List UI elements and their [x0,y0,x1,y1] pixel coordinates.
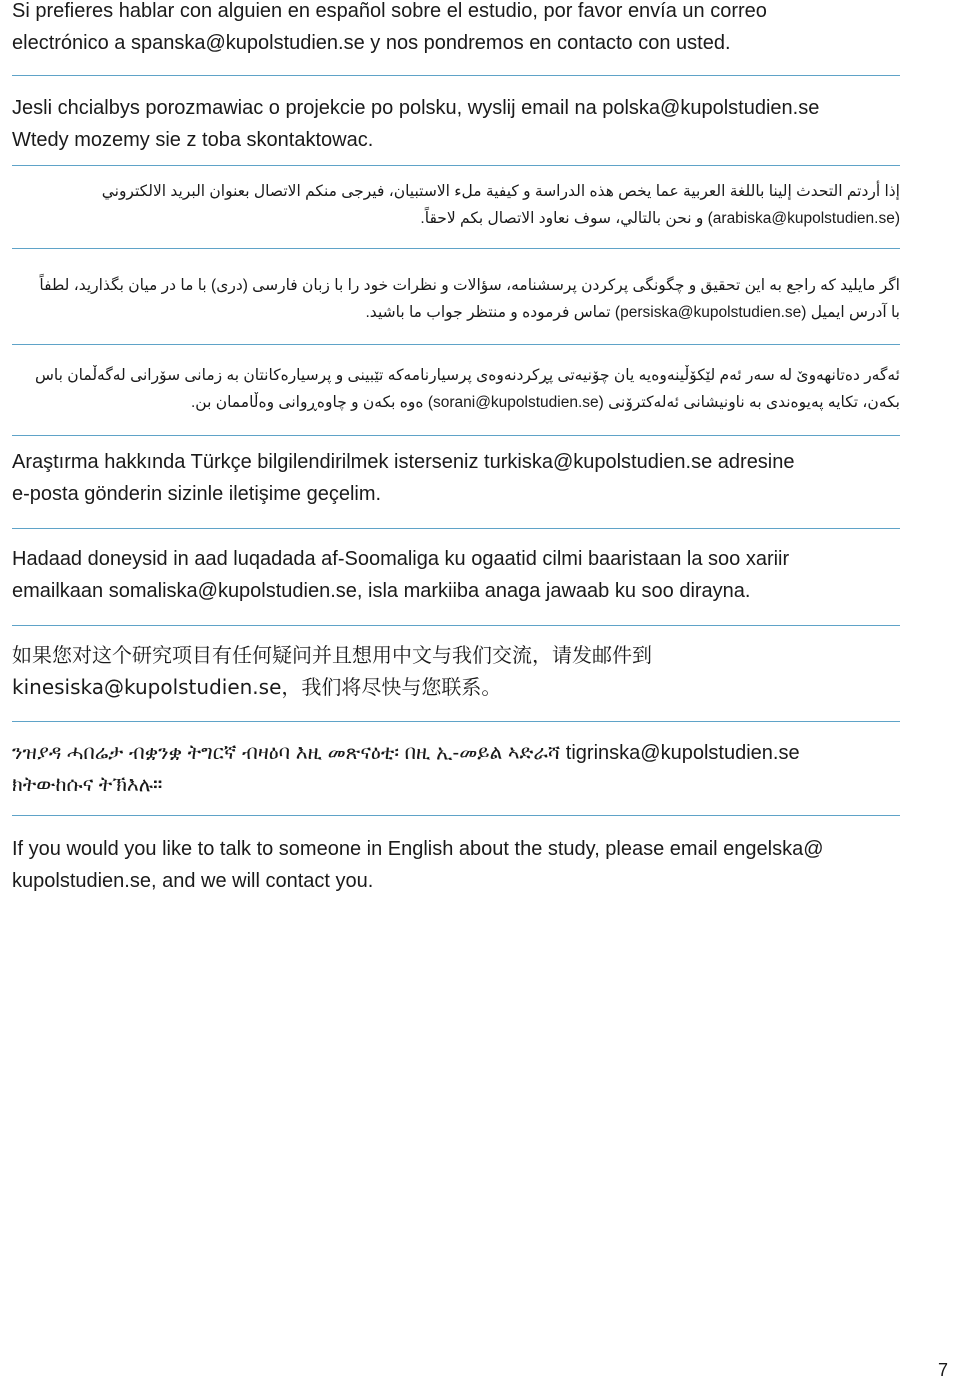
sorani-line-2: بکەن، تکایە پەیوەندی بە ناونیشانی ئەلەکترۆنی (sorani@kupolstudien.se) ەوە بکەن و چاوەڕوانی وەڵاممان بن. [190,394,900,411]
arabic-line-2: (arabiska@kupolstudien.se) و نحن بالتالي، سوف نعاود الاتصال بكم لاحقاً. [420,210,900,227]
persian-paragraph [12,272,900,326]
sorani-line-1: ئەگەر دەتانهەوێ لە سەر ئەم لێکۆڵینەوەیە یان چۆنیەتی پڕکردنەوەی پرسیارنامەکە تێبینی و پرسیارەکانتان بە زمانی سۆرانی لەگەڵمان باس [34,367,900,384]
separator [12,528,900,529]
turkish-line-2: e-posta gönderin sizinle iletişime geçelim. [12,483,382,505]
spanish-line-1: Si prefieres hablar con alguien en español sobre el estudio, por favor envía un correo [12,0,767,22]
tigrinya-line-1: ንዝያዳ ሓበሬታ ብቋንቋ ትግርኛ ብዛዕባ እዚ መጽናዕቲ፡ በዚ ኢ-መይል ኣድራሻ tigrinska@kupolstudien.se [12,742,800,764]
tigrinya-paragraph [12,737,902,801]
somali-line-2: emailkaan somaliska@kupolstudien.se, isla markiiba anaga jawaab ku soo dirayna. [12,580,751,602]
separator [12,625,900,626]
english-line-2: kupolstudien.se, and we will contact you. [12,870,374,892]
separator [12,721,900,722]
english-line-1: If you would you like to talk to someone in English about the study, please email engelska@ [12,838,824,860]
polish-line-2: Wtedy mozemy sie z toba skontaktowac. [12,129,374,151]
page-number: 7 [937,1360,948,1380]
separator [12,435,900,436]
somali-paragraph [12,543,902,607]
chinese-line-2: kinesiska@kupolstudien.se，我们将尽快与您联系。 [12,675,502,699]
arabic-paragraph [12,178,900,232]
somali-line-1: Hadaad doneysid in aad luqadada af-Soomaliga ku ogaatid cilmi baaristaan la soo xariir [12,548,790,570]
arabic-line-1: إذا أردتم التحدث إلينا باللغة العربية عما يخص هذه الدراسة و كيفية ملء الاستبيان، فيرجى منكم الاتصال بعنوان البريد الالكتروني [101,183,900,200]
polish-paragraph [12,92,902,156]
turkish-line-1: Araştırma hakkında Türkçe bilgilendirilmek isterseniz turkiska@kupolstudien.se adresine [12,451,795,473]
separator [12,344,900,345]
english-paragraph [12,833,902,897]
sorani-paragraph [12,362,900,416]
turkish-paragraph [12,446,902,510]
persian-line-2: با آدرس ایمیل (persiska@kupolstudien.se) تماس فرموده و منتظر جواب ما باشید. [365,304,900,321]
spanish-line-2: electrónico a spanska@kupolstudien.se y nos pondremos en contacto con usted. [12,32,731,54]
spanish-paragraph [12,0,902,59]
chinese-paragraph [12,639,902,703]
separator [12,815,900,816]
chinese-line-1: 如果您对这个研究项目有任何疑问并且想用中文与我们交流，请发邮件到 [12,643,652,667]
separator [12,248,900,249]
polish-line-1: Jesli chcialbys porozmawiac o projekcie po polsku, wyslij email na polska@kupolstudien.se [12,97,820,119]
separator [12,75,900,76]
separator [12,165,900,166]
tigrinya-line-2: ክትውከሱና ትኽእሉ። [12,774,163,796]
persian-line-1: اگر مایلید که راجع به این تحقیق و چگونگی پرکردن پرسشنامه، سؤالات و نظرات خود را با زبان فارسی (دری) با ما در میان بگذارید، لطفاً [39,277,900,294]
